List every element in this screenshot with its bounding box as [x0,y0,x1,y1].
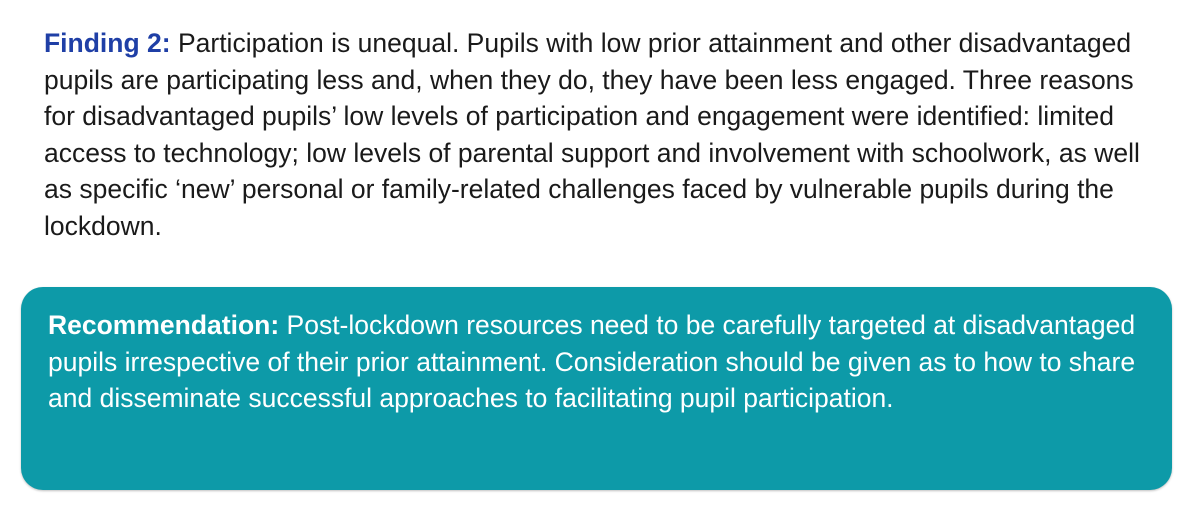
recommendation-label: Recommendation: [48,310,280,340]
recommendation-paragraph [48,307,1158,417]
finding-label: Finding 2: [44,28,171,58]
finding-paragraph [44,25,1164,245]
recommendation-text: Post-lockdown resources need to be carefully targeted at disadvantaged pupils irrespective of their prior attainment. Consideration should be given as to how to share and disseminate successful approaches to facilitating pupil participation. [48,310,1136,414]
recommendation-box [21,287,1172,490]
finding-text: Participation is unequal. Pupils with low prior attainment and other disadvantaged pupils are participating less and, when they do, they have been less engaged. Three reasons for disadvantaged pupils’ low levels of participation and engagement were identified: limited access to technology; low levels of parental support and involvement with schoolwork, as well as specific ‘new’ personal or family-related challenges faced by vulnerable pupils during the lockdown. [44,28,1140,241]
